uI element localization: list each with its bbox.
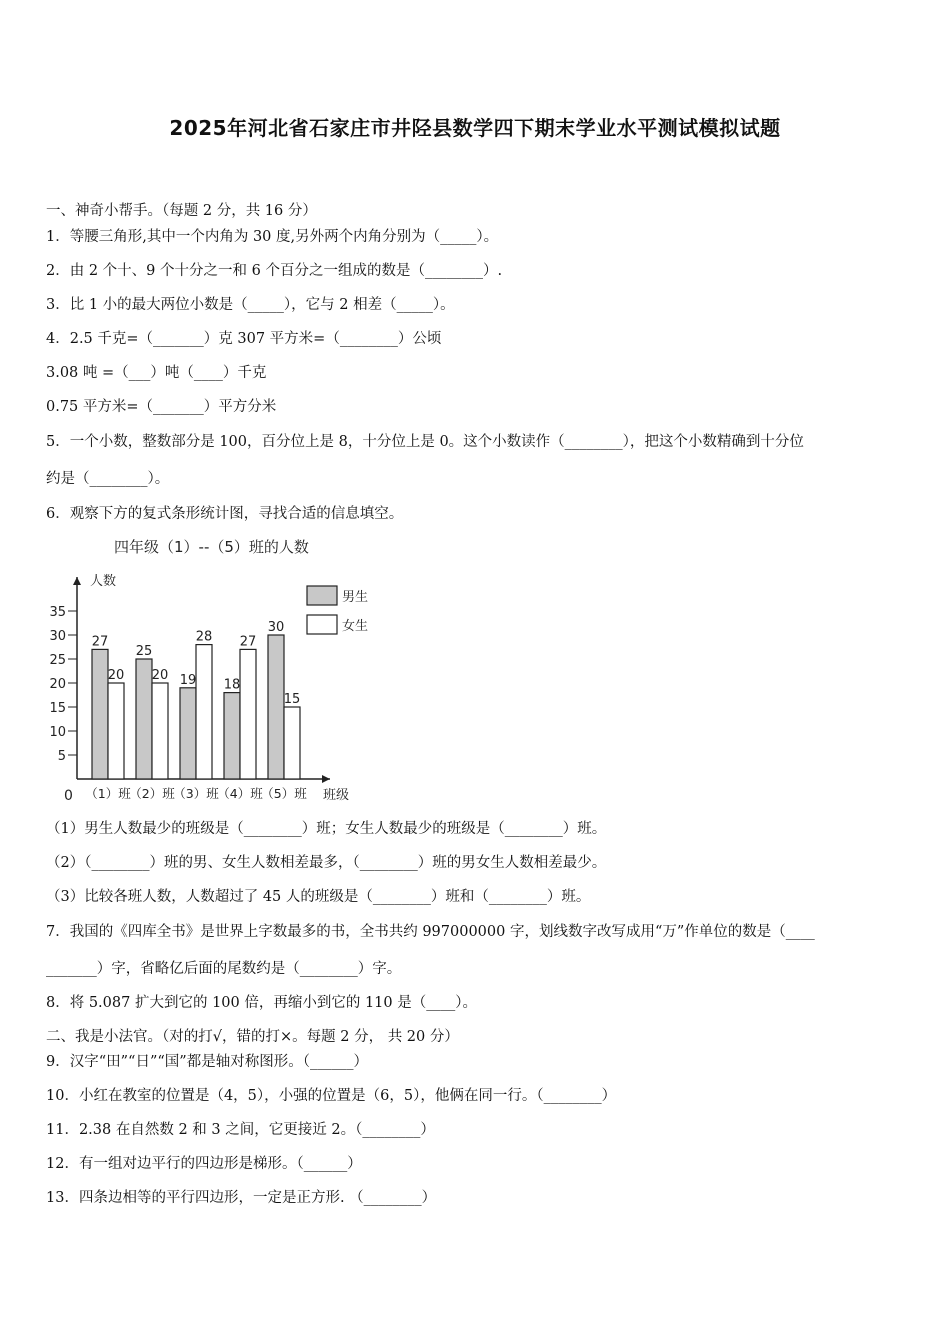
- bar-girls: [240, 649, 256, 779]
- data-label-boys: 19: [179, 672, 197, 688]
- data-label-girls: 15: [283, 692, 301, 707]
- x-tick-label: （1）班: [85, 786, 131, 801]
- bar-boys: [268, 635, 284, 779]
- data-label-boys: 27: [91, 634, 109, 650]
- section-1-heading: 一、神奇小帮手。（每题 2 分，共 16 分）: [46, 203, 317, 219]
- page-title: 2025年河北省石家庄市井陉县数学四下期末学业水平测试模拟试题: [169, 116, 781, 140]
- x-tick-label: （5）班: [261, 786, 307, 801]
- y-tick-label: 10: [49, 725, 66, 740]
- data-label-girls: 20: [151, 668, 169, 683]
- question-6: 6．观察下方的复式条形统计图，寻找合适的信息填空。: [46, 506, 404, 522]
- x-tick-label: （4）班: [217, 786, 263, 801]
- bar-girls: [108, 683, 124, 779]
- legend-swatch-girls: [307, 615, 337, 634]
- y-tick-label: 15: [49, 701, 66, 716]
- question-3: 3．比 1 小的最大两位小数是（_____），它与 2 相差（_____）。: [46, 297, 455, 313]
- question-7-line-2: _______）字，省略亿后面的尾数约是（________）字。: [46, 961, 402, 977]
- question-5-line-1: 5．一个小数，整数部分是 100，百分位上是 8，十分位上是 0。这个小数读作（________），把这个小数精确到十分位: [46, 434, 804, 450]
- question-11: 11．2.38 在自然数 2 和 3 之间，它更接近 2。（________）: [46, 1122, 435, 1138]
- y-axis-arrow: [73, 577, 81, 585]
- question-2: 2．由 2 个十、9 个十分之一和 6 个百分之一组成的数是（________）.: [46, 263, 503, 279]
- bar-boys: [180, 688, 196, 779]
- y-tick-label: 35: [49, 605, 66, 620]
- x-axis-arrow: [322, 775, 330, 783]
- question-13: 13．四条边相等的平行四边形，一定是正方形. （________）: [46, 1190, 437, 1206]
- y-tick-label: 30: [49, 629, 66, 644]
- bar-girls: [284, 707, 300, 779]
- y-axis-label: 人数: [90, 574, 117, 589]
- bar-boys: [136, 659, 152, 779]
- question-6-part-1: （1）男生人数最少的班级是（________）班；女生人数最少的班级是（________）班。: [46, 821, 607, 837]
- bar-boys: [92, 649, 108, 779]
- x-tick-label: （2）班: [129, 786, 175, 801]
- question-8: 8．将 5.087 扩大到它的 100 倍，再缩小到它的 110 是（____）。: [46, 995, 477, 1011]
- question-12: 12．有一组对边平行的四边形是梯形。（______）: [46, 1156, 362, 1172]
- x-axis-label: 班级: [323, 788, 350, 803]
- data-label-boys: 18: [223, 677, 241, 693]
- chart-title: 四年级（1）--（5）班的人数: [114, 538, 309, 556]
- question-5-line-2: 约是（________）。: [46, 471, 170, 487]
- data-label-boys: 30: [267, 620, 285, 635]
- question-10: 10．小红在教室的位置是（4，5），小强的位置是（6，5），他俩在同一行。（________）: [46, 1088, 617, 1104]
- bar-girls: [152, 683, 168, 779]
- question-9: 9．汉字“田”“日”“国”都是轴对称图形。（______）: [46, 1054, 368, 1070]
- y-tick-label: 5: [57, 749, 66, 764]
- question-6-part-3: （3）比较各班人数，人数超过了 45 人的班级是（________）班和（________）班。: [46, 889, 591, 905]
- origin-label: 0: [64, 788, 73, 804]
- question-4-line-2: 3.08 吨 =（___）吨（____）千克: [46, 365, 267, 381]
- data-label-boys: 25: [135, 644, 153, 659]
- bar-girls: [196, 645, 212, 779]
- bar-chart: [40, 532, 370, 807]
- legend-label-boys: 男生: [342, 590, 369, 605]
- question-7-line-1: 7．我国的《四库全书》是世界上字数最多的书，全书共约 997000000 字，划线数字改写成用“万”作单位的数是（____: [46, 924, 815, 940]
- question-4-line-1: 4．2.5 千克=（_______）克 307 平方米=（________）公顷: [46, 331, 442, 347]
- x-tick-label: （3）班: [173, 786, 219, 801]
- legend-label-girls: 女生: [342, 619, 369, 634]
- y-tick-label: 25: [49, 653, 66, 668]
- y-tick-label: 20: [49, 677, 66, 692]
- section-2-heading: 二、我是小法官。（对的打√，错的打×。每题 2 分， 共 20 分）: [46, 1029, 459, 1045]
- legend-swatch-boys: [307, 586, 337, 605]
- question-6-part-2: （2）（________）班的男、女生人数相差最多，（________）班的男女生人数相差最少。: [46, 855, 607, 871]
- question-4-line-3: 0.75 平方米=（_______）平方分米: [46, 399, 277, 415]
- data-label-girls: 28: [195, 629, 213, 645]
- question-1: 1．等腰三角形,其中一个内角为 30 度,另外两个内角分别为（_____）。: [46, 229, 499, 245]
- bar-boys: [224, 693, 240, 779]
- data-label-girls: 27: [239, 634, 257, 650]
- data-label-girls: 20: [107, 668, 125, 683]
